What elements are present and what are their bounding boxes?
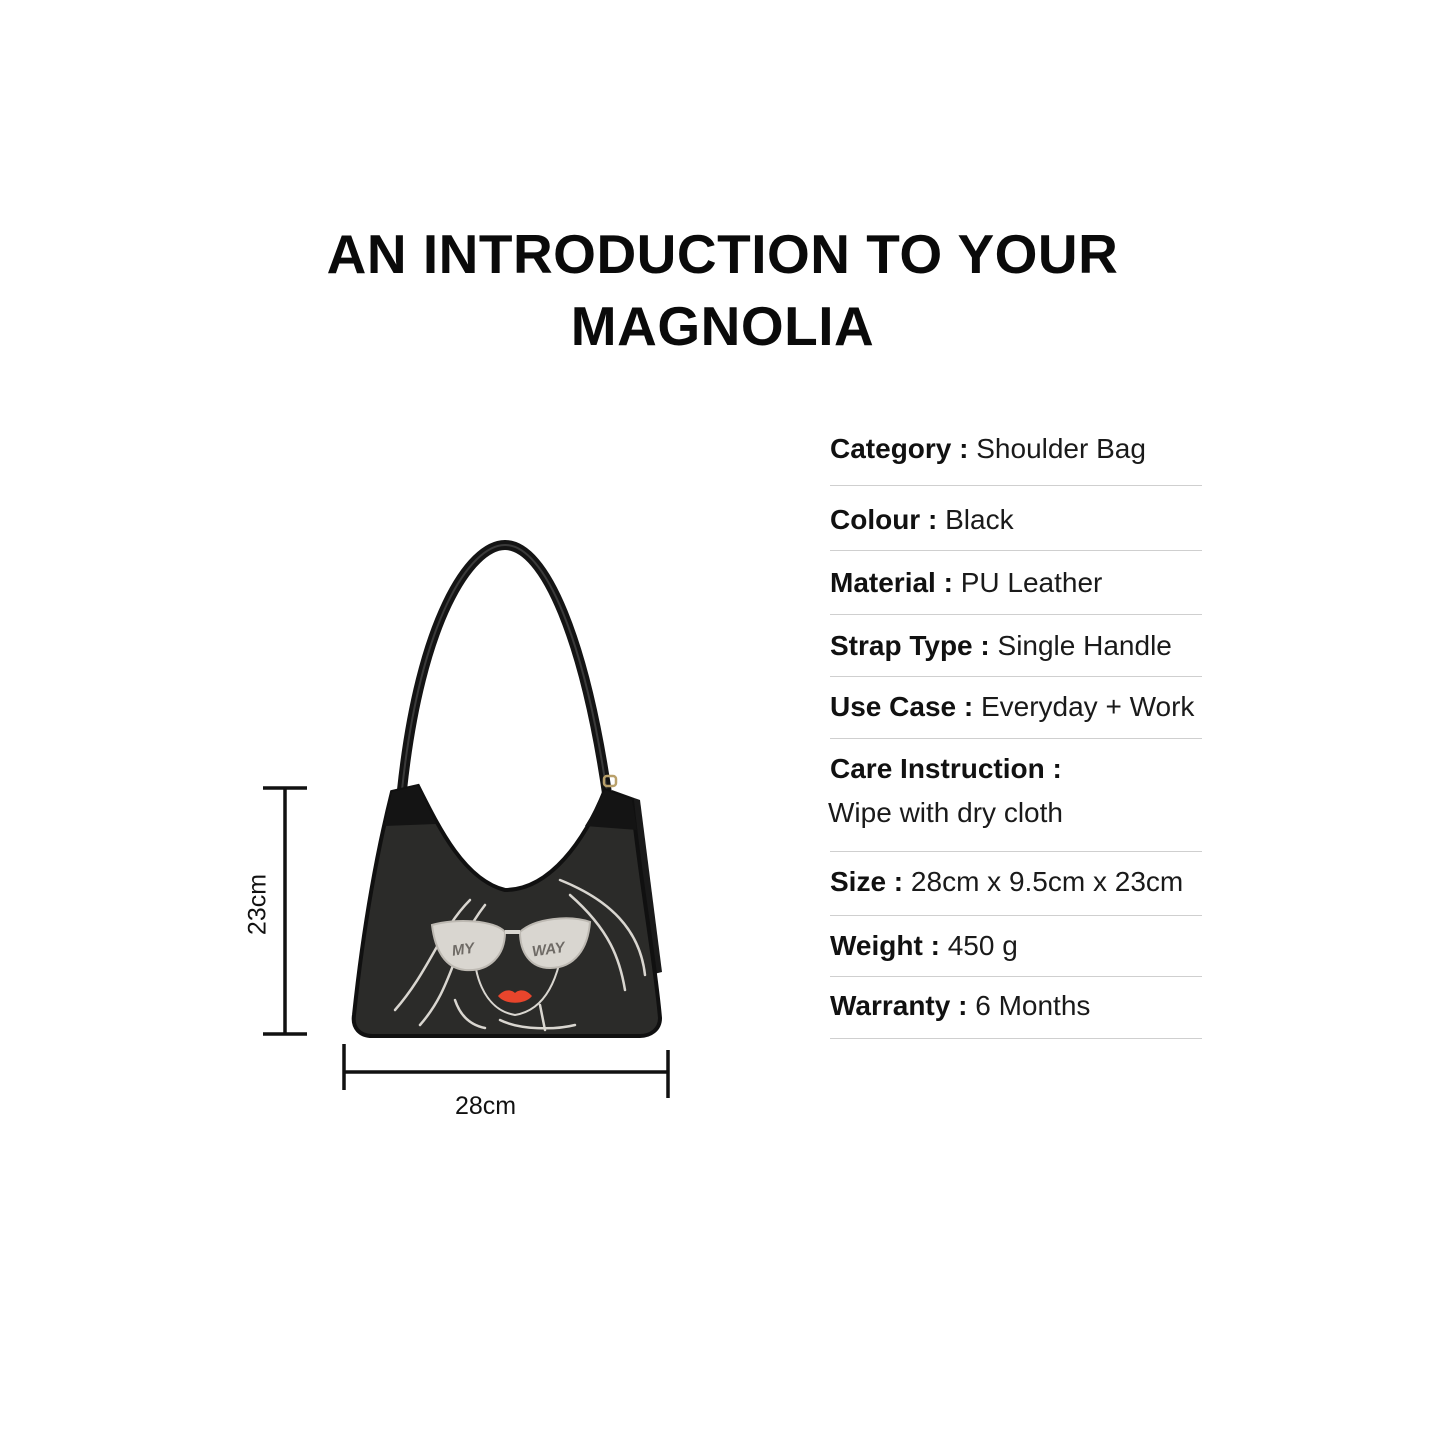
spec-value: Everyday + Work — [980, 691, 1195, 722]
spec-list — [830, 420, 1202, 1039]
print-text-way: WAY — [530, 938, 567, 961]
spec-value: Single Handle — [997, 630, 1172, 661]
spec-key: Strap Type : — [830, 630, 990, 661]
spec-value: 6 Months — [975, 990, 1091, 1021]
spec-row-category — [830, 420, 1202, 486]
spec-key: Weight : — [830, 930, 940, 961]
spec-value: Black — [945, 504, 1014, 535]
spec-key: Warranty : — [830, 990, 968, 1021]
spec-value: 450 g — [947, 930, 1018, 961]
spec-row-strap-type — [830, 615, 1202, 677]
width-label: 28cm — [455, 1092, 517, 1120]
spec-row-care-instruction — [830, 739, 1202, 852]
spec-key: Material : — [830, 567, 953, 598]
spec-row-warranty — [830, 977, 1202, 1039]
spec-row-use-case — [830, 677, 1202, 739]
spec-value: 28cm x 9.5cm x 23cm — [910, 866, 1184, 897]
spec-value: PU Leather — [960, 567, 1103, 598]
page-title — [0, 218, 1445, 362]
title-line-1: AN INTRODUCTION TO YOUR — [326, 223, 1119, 285]
spec-row-size — [830, 852, 1202, 916]
spec-key: Category : — [830, 433, 969, 464]
spec-row-colour — [830, 486, 1202, 551]
spec-row-material — [830, 551, 1202, 615]
title-line-2: MAGNOLIA — [570, 295, 875, 357]
print-text-my: MY — [450, 939, 476, 960]
spec-row-weight — [830, 916, 1202, 977]
width-dimension — [344, 1044, 668, 1098]
spec-value: Shoulder Bag — [976, 433, 1146, 464]
spec-value: Wipe with dry cloth — [828, 797, 1063, 828]
spec-key: Use Case : — [830, 691, 974, 722]
spec-key: Size : — [830, 866, 904, 897]
bag-illustration — [230, 530, 700, 1130]
bag-strap — [402, 545, 608, 800]
spec-key: Colour : — [830, 504, 938, 535]
spec-key: Care Instruction : — [830, 753, 1062, 784]
height-label: 23cm — [243, 873, 272, 936]
